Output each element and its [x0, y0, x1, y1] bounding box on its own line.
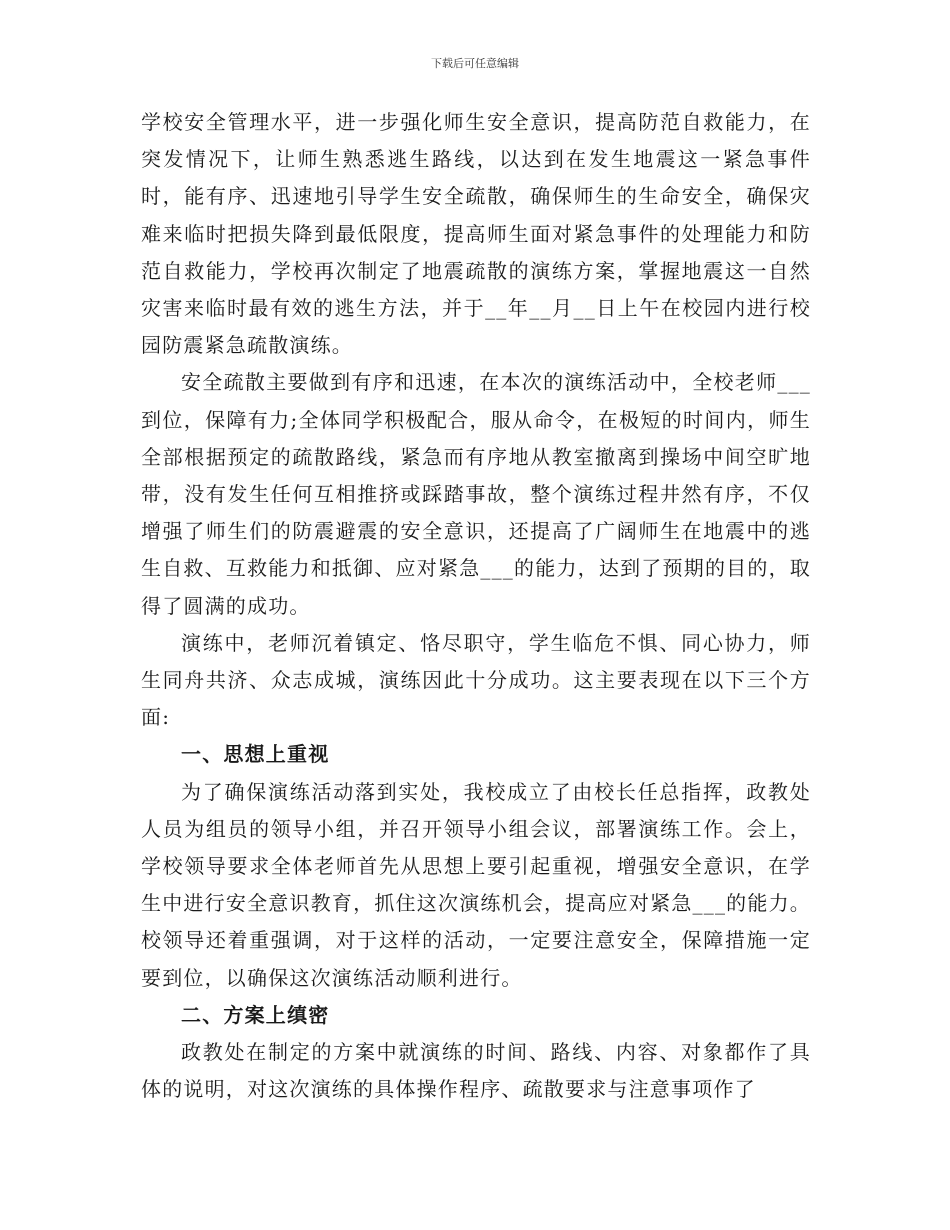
paragraph-intro-continued: 学校安全管理水平，进一步强化师生安全意识，提高防范自救能力，在突发情况下，让师生熟悉逃生路线，以达到在发生地震这一紧急事件时，能有序、迅速地引导学生安全疏散，确保师生的生命安全，确保灾难来临时把损失降到最低限度，提高师生面对紧急事件的处理能力和防范自救能力，学校再次制定了地震疏散的演练方案，掌握地震这一自然灾害来临时最有效的逃生方法，并于__年__月__日上午在校园内进行校园防震紧急疏散演练。	[141, 110, 811, 358]
page-header: 下载后可任意编辑	[431, 57, 519, 70]
section-heading-1: 一、思想上重视	[181, 742, 330, 767]
document-body	[141, 104, 811, 1108]
section-heading-2: 二、方案上缜密	[181, 1002, 330, 1027]
paragraph-drill-summary: 演练中，老师沉着镇定、恪尽职守，学生临危不惧、同心协力，师生同舟共济、众志成城，演练因此十分成功。这主要表现在以下三个方面:	[141, 630, 811, 730]
paragraph-section-2: 政教处在制定的方案中就演练的时间、路线、内容、对象都作了具体的说明，对这次演练的具体操作程序、疏散要求与注意事项作了	[141, 1040, 811, 1102]
paragraph-evacuation: 安全疏散主要做到有序和迅速，在本次的演练活动中，全校老师___到位，保障有力;全体同学积极配合，服从命令，在极短的时间内，师生全部根据预定的疏散路线，紧急而有序地从教室撤离到操场中间空旷地带，没有发生任何互相推挤或踩踏事故，整个演练过程井然有序，不仅增强了师生们的防震避震的安全意识，还提高了广阔师生在地震中的逃生自救、互救能力和抵御、应对紧急___的能力，达到了预期的目的，取得了圆满的成功。	[141, 370, 811, 618]
paragraph-section-1: 为了确保演练活动落到实处，我校成立了由校长任总指挥，政教处人员为组员的领导小组，并召开领导小组会议，部署演练工作。会上，学校领导要求全体老师首先从思想上要引起重视，增强安全意识，在学生中进行安全意识教育，抓住这次演练机会，提高应对紧急___的能力。校领导还着重强调，对于这样的活动，一定要注意安全，保障措施一定要到位，以确保这次演练活动顺利进行。	[141, 779, 811, 990]
